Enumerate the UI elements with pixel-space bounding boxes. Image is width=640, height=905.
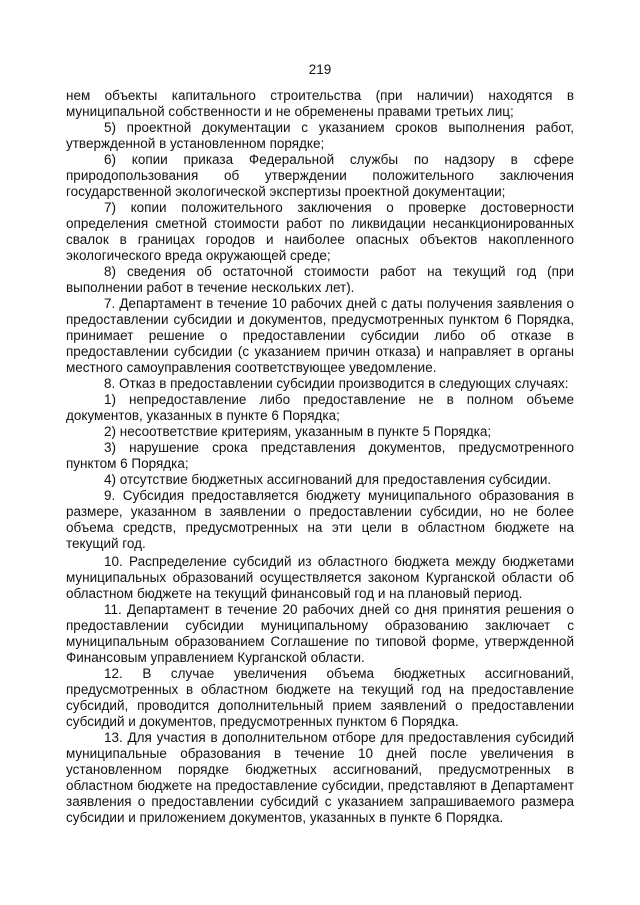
paragraph-item-8: 8) сведения об остаточной стоимости работ на текущий год (при выполнении работ в течение нескольких лет). [66, 264, 574, 295]
paragraph-clause-12: 12. В случае увеличения объема бюджетных ассигнований, предусмотренных в областном бюджете на текущий год на предоставление субсидий, проводится дополнительный прием заявлений о предоставлении субсидий и документов, предусмотренных пунктом 6 Порядка. [66, 666, 574, 729]
paragraph-item-5: 5) проектной документации с указанием сроков выполнения работ, утвержденной в установленном порядке; [66, 120, 574, 151]
paragraph-refusal-4: 4) отсутствие бюджетных ассигнований для предоставления субсидии. [104, 472, 552, 487]
paragraph-clause-10: 10. Распределение субсидий из областного бюджета между бюджетами муниципальных образований осуществляется законом Курганской области об областном бюджете на текущий финансовый год и на плановый период. [66, 554, 574, 601]
paragraph-item-7: 7) копии положительного заключения о проверке достоверности определения сметной стоимости работ по ликвидации несанкционированных свалок в границах городов и наиболее опасных объектов накопленного экологического вреда окружающей среде; [66, 200, 574, 263]
paragraph-clause-8: 8. Отказ в предоставлении субсидии производится в следующих случаях: [104, 376, 569, 391]
paragraph-continuation: нем объекты капитального строительства (при наличии) находятся в муниципальной собственности и не обременены правами третьих лиц; [66, 88, 574, 119]
paragraph-item-6: 6) копии приказа Федеральной службы по надзору в сфере природопользования об утверждении положительного заключения государственной экологической экспертизы проектной документации; [66, 152, 574, 199]
paragraph-refusal-2: 2) несоответствие критериям, указанным в пункте 5 Порядка; [104, 424, 492, 439]
document-body [66, 88, 574, 826]
paragraph-refusal-1: 1) непредоставление либо предоставление не в полном объеме документов, указанных в пункте 6 Порядка; [66, 392, 574, 423]
paragraph-clause-11: 11. Департамент в течение 20 рабочих дней со дня принятия решения о предоставлении субсидии муниципальному образованию заключает с муниципальным образованием Соглашение по типовой форме, утвержденной Финансовым управлением Курганской области. [66, 602, 574, 665]
paragraph-clause-9: 9. Субсидия предоставляется бюджету муниципального образования в размере, указанном в заявлении о предоставлении субсидии, но не более объема средств, предусмотренных на эти цели в областном бюджете на текущий год. [66, 488, 574, 551]
paragraph-refusal-3: 3) нарушение срока представления документов, предусмотренного пунктом 6 Порядка; [66, 440, 574, 471]
paragraph-clause-7: 7. Департамент в течение 10 рабочих дней с даты получения заявления о предоставлении субсидии и документов, предусмотренных пунктом 6 Порядка, принимает решение о предоставлении субсидии либо об отказе в предоставлении субсидии (с указанием причин отказа) и направляет в органы местного самоуправления соответствующее уведомление. [66, 296, 574, 375]
paragraph-clause-13: 13. Для участия в дополнительном отборе для предоставления субсидий муниципальные образования в течение 10 дней после увеличения в установленном порядке бюджетных ассигнований, предусмотренных в областном бюджете на предоставление субсидии, представляют в Департамент заявления о предоставлении субсидий с указанием запрашиваемого размера субсидии и приложением документов, указанных в пункте 6 Порядка. [66, 730, 574, 825]
page-number: 219 [308, 62, 332, 77]
